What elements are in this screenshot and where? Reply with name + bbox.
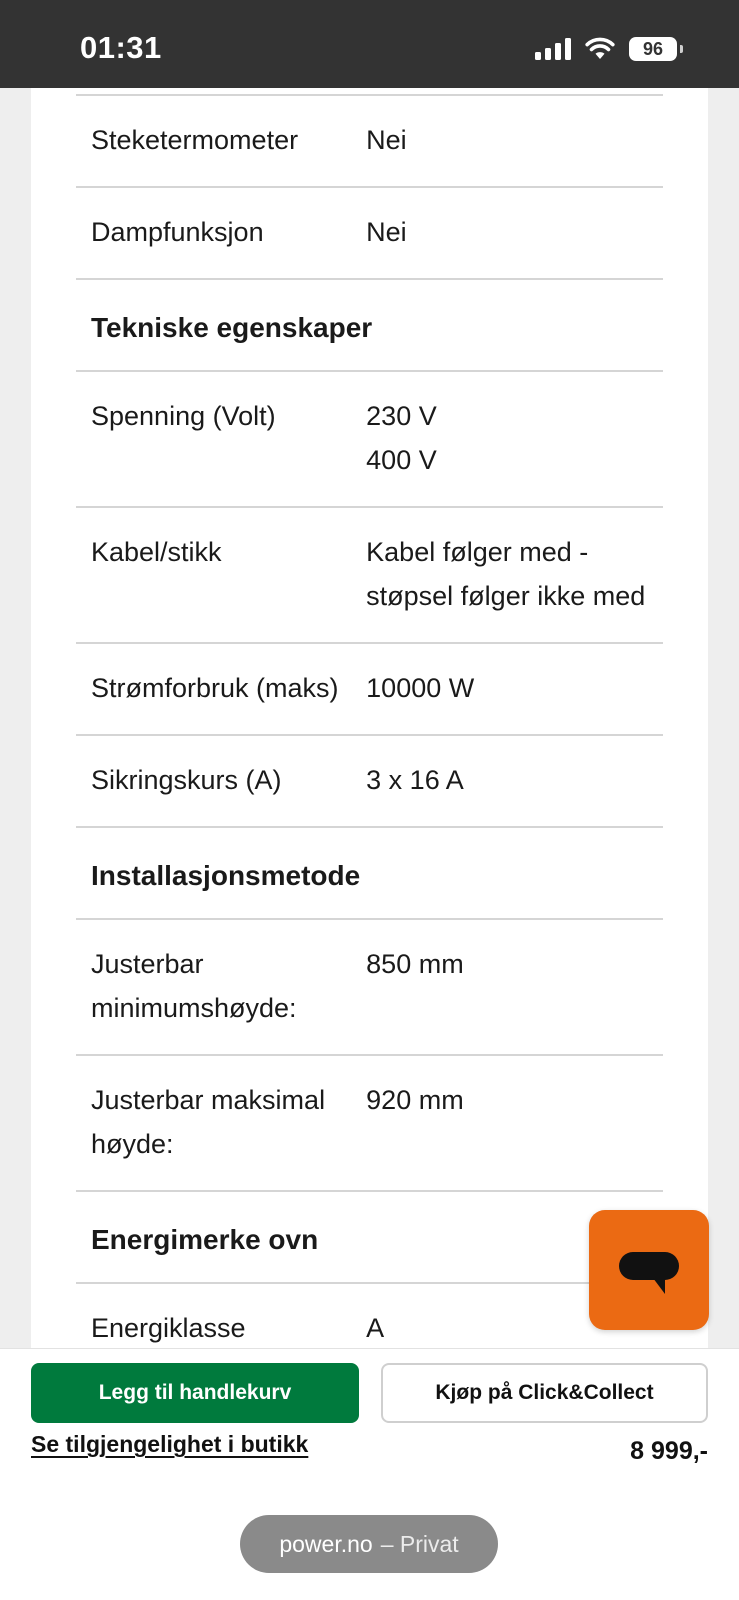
signal-icon <box>535 38 571 60</box>
spec-row <box>76 96 663 188</box>
spec-row <box>76 372 663 508</box>
spec-label: Kabel/stikk <box>91 537 222 567</box>
spec-value-line: 920 mm <box>366 1085 464 1115</box>
spec-value <box>366 666 663 710</box>
spec-value-line: 3 x 16 A <box>366 765 464 795</box>
wifi-icon <box>585 37 615 61</box>
spec-list <box>76 94 663 1376</box>
chat-bubble-icon <box>589 1210 709 1330</box>
spec-label: Strømforbruk (maks) <box>91 673 339 703</box>
spec-row <box>76 508 663 644</box>
spec-value <box>366 210 663 254</box>
spec-row <box>76 188 663 280</box>
spec-value <box>366 1078 663 1166</box>
battery-icon: 96 <box>629 37 677 61</box>
spec-value <box>366 530 663 618</box>
spec-value-line: 230 V <box>366 401 437 431</box>
browser-url-pill[interactable] <box>240 1515 498 1573</box>
add-to-cart-button[interactable]: Legg til handlekurv <box>31 1363 359 1423</box>
section-heading: Energimerke ovn <box>76 1192 663 1284</box>
spec-value-line: Nei <box>366 217 407 247</box>
spec-label: Steketermometer <box>91 125 299 155</box>
store-availability-link[interactable]: Se tilgjengelighet i butikk <box>31 1431 309 1457</box>
spec-value-line: A <box>366 1313 385 1343</box>
spec-value-line: 850 mm <box>366 949 464 979</box>
spec-label: Justerbar minimumshøyde: <box>91 949 297 1023</box>
spec-value <box>366 942 663 1030</box>
spec-row <box>76 1056 663 1192</box>
spec-row <box>76 920 663 1056</box>
spec-row <box>76 644 663 736</box>
section-heading: Tekniske egenskaper <box>76 280 663 372</box>
status-time: 01:31 <box>80 30 162 65</box>
spec-value <box>366 758 663 802</box>
spec-label: Energiklasse <box>91 1313 246 1343</box>
bottom-action-bar <box>0 1348 739 1600</box>
chat-button[interactable] <box>589 1210 709 1330</box>
section-heading: Installasjonsmetode <box>76 828 663 920</box>
spec-label: Spenning (Volt) <box>91 401 276 431</box>
spec-value-line: 400 V <box>366 445 437 475</box>
spec-value <box>366 394 663 482</box>
spec-value-line: Nei <box>366 125 407 155</box>
spec-label: Sikringskurs (A) <box>91 765 282 795</box>
url-domain: power.no <box>279 1530 373 1557</box>
private-mode-label: – Privat <box>380 1530 459 1557</box>
spec-row <box>76 736 663 828</box>
status-bar <box>0 0 739 88</box>
spec-value <box>366 118 663 162</box>
spec-label: Dampfunksjon <box>91 217 264 247</box>
spec-card <box>31 88 708 1348</box>
price: 8 999,- <box>630 1437 708 1465</box>
status-icons <box>535 36 677 62</box>
click-collect-button[interactable]: Kjøp på Click&Collect <box>381 1363 708 1423</box>
spec-label: Justerbar maksimal høyde: <box>91 1085 326 1159</box>
spec-value-line: 10000 W <box>366 673 475 703</box>
spec-value-line: Kabel følger med - støpsel følger ikke med <box>366 537 646 611</box>
